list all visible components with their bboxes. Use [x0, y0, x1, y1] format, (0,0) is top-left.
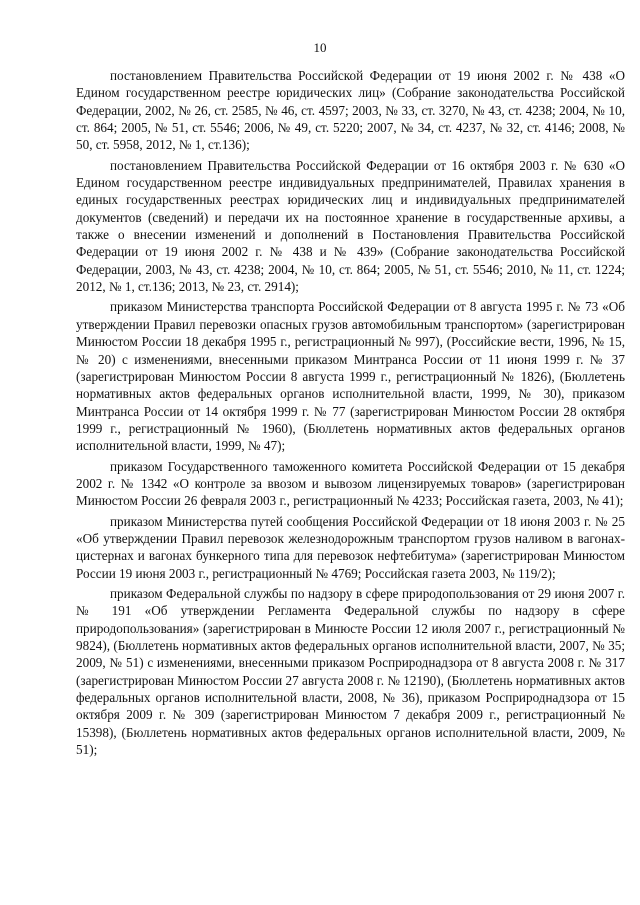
paragraph-order-191: приказом Федеральной службы по надзору в сфере природопользования от 29 июня 2007 г. № 191 «Об утверждении Регламента Федеральной службы по надзору в сфере природопользования» (зарегистрирован в Минюсте России 12 июля 2007 г., регистрационный № 9824), (Бюллетень нормативных актов федеральных органов исполнительной власти, 2007, № 35; 2009, № 51) с изменениями, внесенными приказом Росприроднадзора от 8 августа 2008 г. № 317 (зарегистрирован Минюстом России 27 августа 2008 г. № 12190), (Бюллетень нормативных актов федеральных органов исполнительной власти, 2008, № 36), приказом Росприроднадзора от 15 октября 2009 г. № 309 (зарегистрирован Минюстом 7 декабря 2009 г., регистрационный № 15398), (Бюллетень нормативных актов федеральных органов исполнительной власти, 2009, № 51);	[76, 585, 625, 758]
document-body	[76, 67, 625, 761]
paragraph-order-25: приказом Министерства путей сообщения Российской Федерации от 18 июня 2003 г. № 25 «Об утверждении Правил перевозок железнодорожным транспортом грузов наливом в вагонах-цистернах и вагонах бункерного типа для перевозок нефтебитума» (зарегистрирован Минюстом России 19 июня 2003 г., регистрационный № 4769; Российская газета 2003, № 119/2);	[76, 513, 625, 581]
paragraph-decree-630: постановлением Правительства Российской Федерации от 16 октября 2003 г. № 630 «О Едином государственном реестре индивидуальных предпринимателей, Правилах хранения в единых государственных реестрах юридических лиц и индивидуальных предпринимателей документов (сведений) и передачи их на постоянное хранение в государственные архивы, а также о внесении изменений и дополнений в Постановления Правительства Российской Федерации от 19 июня 2002 г. № 438 и № 439» (Собрание законодательства Российской Федерации, 2003, № 43, ст. 4238; 2004, № 10, ст. 864; 2005, № 51, ст. 5546; 2010, № 11, ст. 1224; 2012, № 1, ст.136; 2013, № 23, ст. 2914);	[76, 157, 625, 295]
paragraph-decree-438: постановлением Правительства Российской Федерации от 19 июня 2002 г. № 438 «О Едином государственном реестре юридических лиц» (Собрание законодательства Российской Федерации, 2002, № 26, ст. 2585, № 46, ст. 4597; 2003, № 33, ст. 3270, № 43, ст. 4238; 2004, № 10, ст. 864; 2005, № 51, ст. 5546; 2006, № 49, ст. 5220; 2007, № 34, ст. 4237, № 32, ст. 4146; 2008, № 50, ст. 5958, 2012, № 1, ст.136);	[76, 68, 625, 153]
page-number: 10	[313, 40, 327, 55]
paragraph-order-73: приказом Министерства транспорта Российской Федерации от 8 августа 1995 г. № 73 «Об утверждении Правил перевозки опасных грузов автомобильным транспортом» (зарегистрирован Минюстом России 18 декабря 1995 г., регистрационный № 997), (Российские вести, 1996, № 15, № 20) с изменениями, внесенными приказом Минтранса России от 11 июня 1999 г. № 37 (зарегистрирован Минюстом России 8 августа 1999 г., регистрационный № 1826), (Бюллетень нормативных актов федеральных органов исполнительной власти, 1999, № 30), приказом Минтранса России от 14 октября 1999 г. № 77 (зарегистрирован Минюстом России 28 октября 1999 г., регистрационный № 1960), (Бюллетень нормативных актов федеральных органов исполнительной власти, 1999, № 47);	[76, 299, 625, 454]
paragraph-order-1342: приказом Государственного таможенного комитета Российской Федерации от 15 декабря 2002 г. № 1342 «О контроле за ввозом и вывозом лицензируемых товаров» (зарегистрирован Минюстом России 26 февраля 2003 г., регистрационный № 4233; Российская газета, 2003, № 41);	[76, 458, 625, 509]
